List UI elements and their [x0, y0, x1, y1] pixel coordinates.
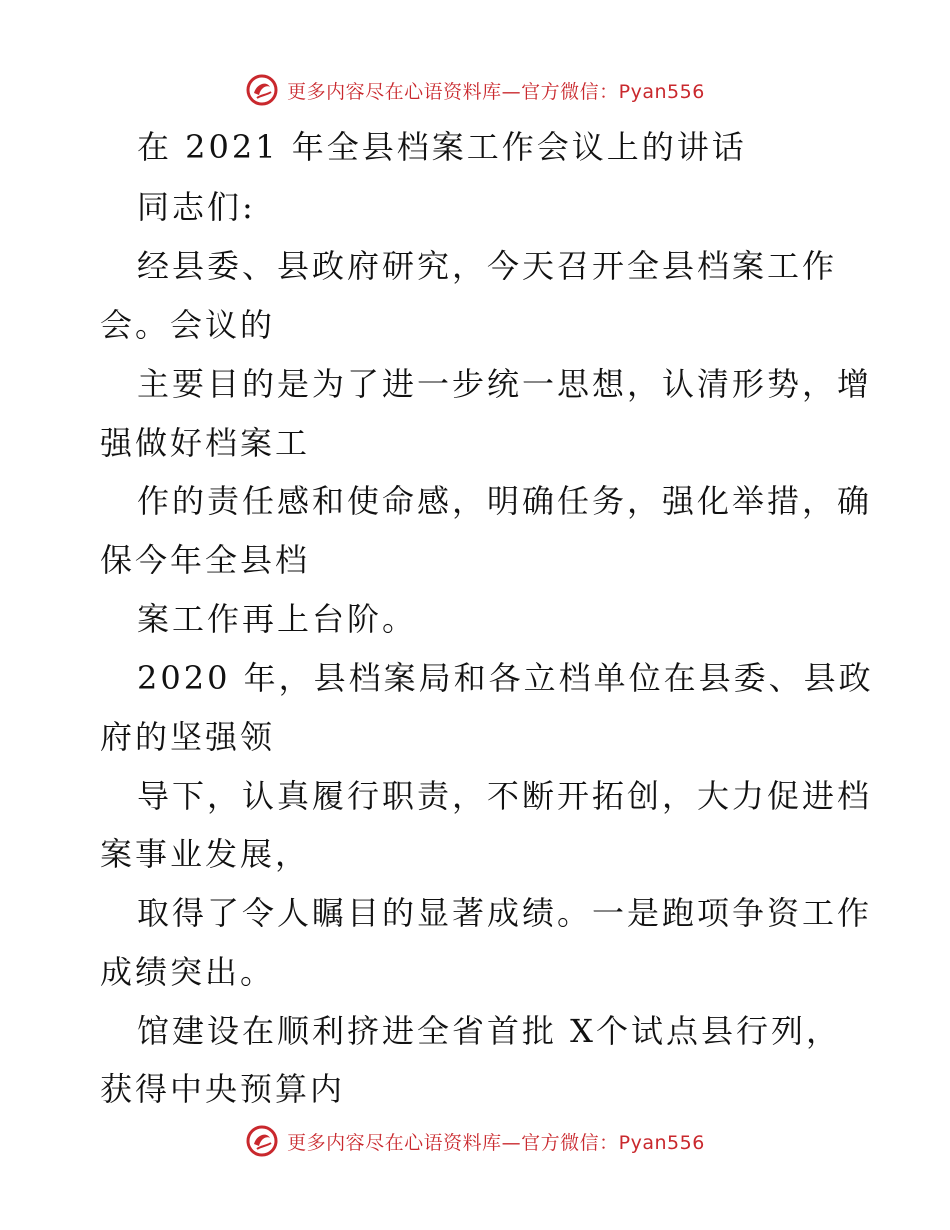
document-title: 在 2021 年全县档案工作会议上的讲话	[137, 128, 747, 166]
paragraph-line: 保今年全县档	[100, 541, 311, 579]
red-seal-swirl-icon	[245, 73, 279, 107]
paragraph-line: 2020 年，县档案局和各立档单位在县委、县政	[137, 659, 874, 697]
paragraph-line: 主要目的是为了进一步统一思想，认清形势，增	[137, 365, 873, 403]
watermark-header	[0, 70, 950, 110]
paragraph-line: 府的坚强领	[100, 718, 276, 756]
paragraph-line: 同志们:	[137, 188, 256, 226]
paragraph-line: 成绩突出。	[100, 953, 276, 991]
paragraph-line: 获得中央预算内	[100, 1070, 346, 1108]
paragraph-line: 导下，认真履行职责，不断开拓创，大力促进档	[137, 777, 873, 815]
paragraph-line: 案工作再上台阶。	[137, 600, 418, 638]
paragraph-line: 强做好档案工	[100, 424, 311, 462]
paragraph-line: 经县委、县政府研究，今天召开全县档案工作	[137, 247, 838, 285]
paragraph-line: 会。会议的	[100, 306, 276, 344]
watermark-text: 更多内容尽在心语资料库—官方微信：Pyan556	[287, 80, 705, 103]
paragraph-line: 取得了令人瞩目的显著成绩。一是跑项争资工作	[137, 894, 873, 932]
watermark-text: 更多内容尽在心语资料库—官方微信：Pyan556	[287, 1131, 705, 1154]
paragraph-line: 案事业发展，	[100, 835, 311, 873]
paragraph-line: 馆建设在顺利挤进全省首批 X个试点县行列，	[137, 1012, 841, 1050]
red-seal-swirl-icon	[245, 1124, 279, 1158]
watermark-footer	[0, 1121, 950, 1161]
paragraph-line: 作的责任感和使命感，明确任务，强化举措，确	[137, 482, 873, 520]
